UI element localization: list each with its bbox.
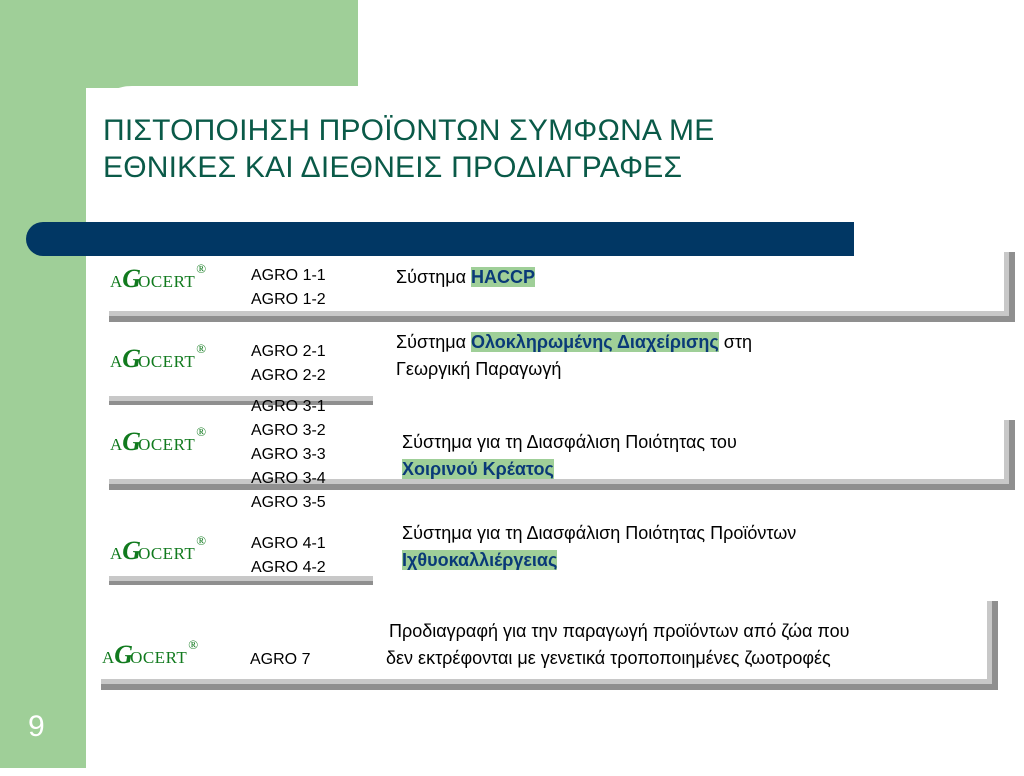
agro-code: AGRO 3-3 xyxy=(251,446,326,463)
agrocert-logo xyxy=(110,261,207,293)
frame-line xyxy=(1004,420,1009,484)
slide-title-line-2: ΕΘΝΙΚΕΣ ΚΑΙ ΔΙΕΘΝΕΙΣ ΠΡΟΔΙΑΓΡΑΦΕΣ xyxy=(103,151,683,184)
logo-text: OCERT xyxy=(138,352,196,371)
slide-title xyxy=(103,112,714,186)
agro-code: AGRO 4-2 xyxy=(251,559,326,576)
agrocert-logo xyxy=(110,424,207,456)
row-4-codes xyxy=(251,532,326,580)
row-1-codes xyxy=(251,264,326,312)
desc-text: δεν εκτρέφονται με γενετικά τροποποιημένες ζωοτροφές xyxy=(386,648,831,668)
logo-letter-a: A xyxy=(110,544,123,563)
row-3-description xyxy=(402,429,737,483)
agro-code: AGRO 3-2 xyxy=(251,422,326,439)
row-4-description xyxy=(402,520,796,574)
desc-text: στη xyxy=(718,332,752,352)
logo-letter-a: A xyxy=(102,648,115,667)
row-4-divider-shadow xyxy=(109,581,373,585)
registered-mark: ® xyxy=(196,424,207,439)
logo-text: OCERT xyxy=(138,435,196,454)
row-2-divider-shadow xyxy=(109,401,373,405)
frame-shadow xyxy=(1009,420,1015,490)
highlighted-term: Ολοκληρωμένης Διαχείρισης xyxy=(470,332,719,352)
logo-text: OCERT xyxy=(138,544,196,563)
slide-number: 9 xyxy=(28,710,45,743)
agro-code: AGRO 3-4 xyxy=(251,470,326,487)
registered-mark: ® xyxy=(196,341,207,356)
registered-mark: ® xyxy=(188,637,199,652)
agrocert-logo xyxy=(110,533,207,565)
desc-text: Γεωργική Παραγωγή xyxy=(396,359,562,379)
row-5-description xyxy=(386,618,1022,672)
logo-letter-g: G xyxy=(122,536,139,565)
desc-text: Προδιαγραφή για την παραγωγή προϊόντων από ζώα που xyxy=(389,621,850,641)
logo-letter-g: G xyxy=(114,640,131,669)
agrocert-logo xyxy=(102,637,199,669)
row-5-codes xyxy=(250,648,310,672)
desc-text: Σύστημα xyxy=(396,267,471,287)
desc-text: Σύστημα για τη Διασφάλιση Ποιότητας του xyxy=(402,432,737,452)
title-divider-bar xyxy=(26,222,854,256)
row-2-codes xyxy=(251,340,326,388)
agro-code: AGRO 2-2 xyxy=(251,367,326,384)
frame-line xyxy=(109,311,1009,316)
agro-code: AGRO 2-1 xyxy=(251,343,326,360)
frame-line xyxy=(101,679,992,684)
row-1-frame xyxy=(109,252,1009,316)
logo-letter-g: G xyxy=(122,344,139,373)
logo-letter-g: G xyxy=(122,264,139,293)
agro-code: AGRO 3-5 xyxy=(251,494,326,511)
frame-shadow xyxy=(101,684,992,690)
highlighted-term: Ιχθυοκαλλιέργειας xyxy=(402,550,558,570)
agro-code: AGRO 7 xyxy=(250,651,311,668)
top-green-band xyxy=(0,0,358,88)
highlighted-term: HACCP xyxy=(470,267,535,287)
agro-code: AGRO 1-2 xyxy=(251,291,326,308)
left-green-band xyxy=(0,0,86,768)
desc-text: Σύστημα xyxy=(396,332,471,352)
frame-shadow xyxy=(109,316,1009,322)
slide-title-line-1: ΠΙΣΤΟΠΟΙΗΣΗ ΠΡΟΪΟΝΤΩΝ ΣΥΜΦΩΝΑ ΜΕ xyxy=(103,114,715,147)
highlighted-term: Χοιρινού Κρέατος xyxy=(402,459,554,479)
logo-text: OCERT xyxy=(130,648,188,667)
row-3-codes xyxy=(251,395,326,515)
frame-shadow xyxy=(109,484,1009,490)
logo-letter-a: A xyxy=(110,435,123,454)
logo-text: OCERT xyxy=(138,272,196,291)
desc-text: Σύστημα για τη Διασφάλιση Ποιότητας Προϊόντων xyxy=(402,523,797,543)
row-2-description xyxy=(396,329,752,383)
registered-mark: ® xyxy=(196,533,207,548)
logo-letter-a: A xyxy=(110,352,123,371)
agro-code: AGRO 4-1 xyxy=(251,535,326,552)
logo-letter-a: A xyxy=(110,272,123,291)
agro-code: AGRO 3-1 xyxy=(251,398,326,415)
registered-mark: ® xyxy=(196,261,207,276)
frame-line xyxy=(1004,252,1009,316)
agrocert-logo xyxy=(110,341,207,373)
logo-letter-g: G xyxy=(122,427,139,456)
row-1-description xyxy=(396,264,535,291)
agro-code: AGRO 1-1 xyxy=(251,267,326,284)
frame-shadow xyxy=(1009,252,1015,322)
